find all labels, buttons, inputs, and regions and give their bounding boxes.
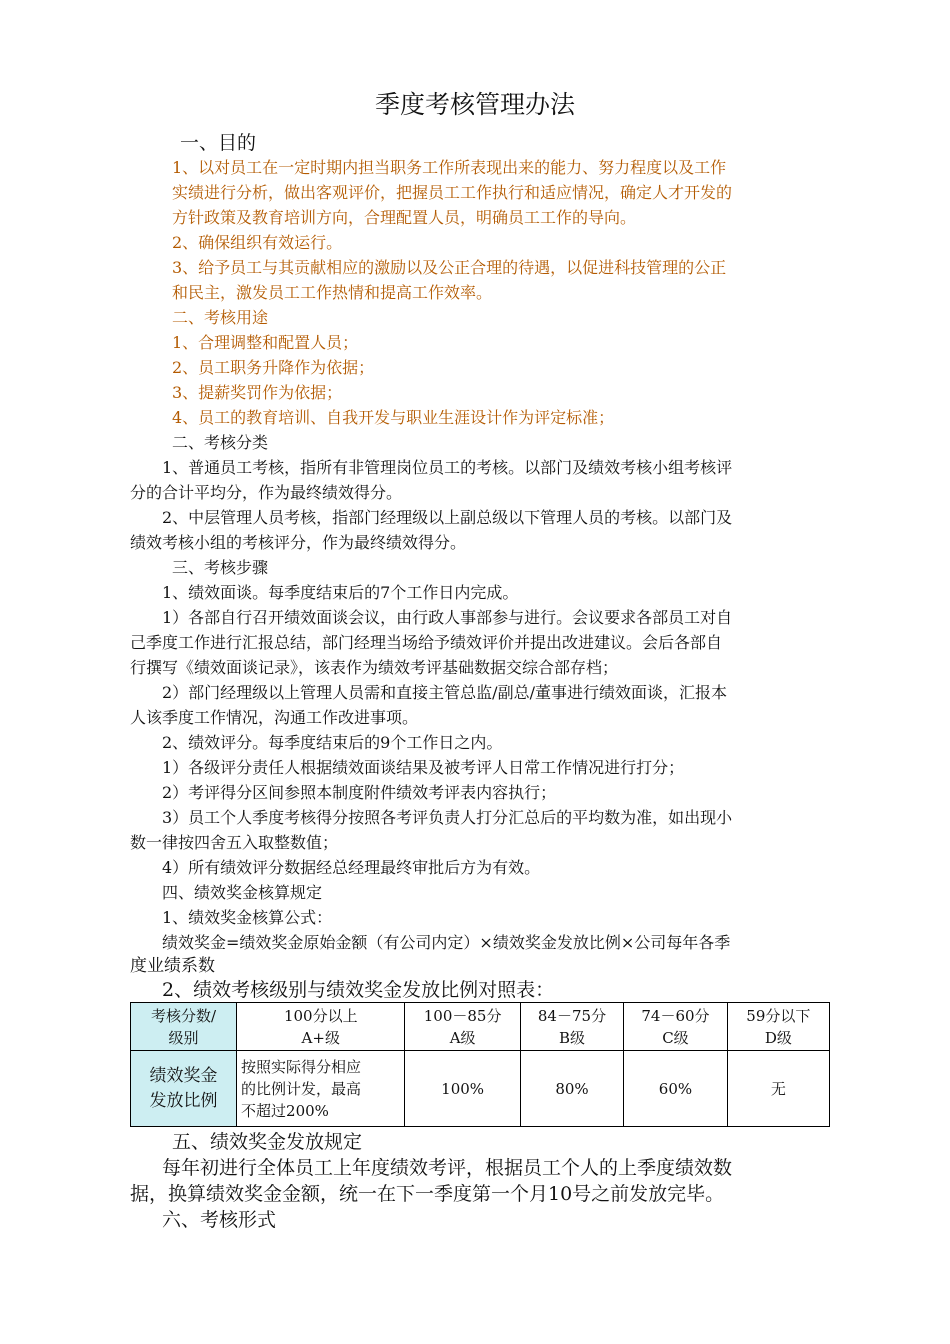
table-caption: 2、绩效考核级别与绩效奖金发放比例对照表：	[162, 979, 555, 1001]
usage-item-3: 3、提薪奖罚作为依据；	[172, 383, 343, 402]
purpose-item-3-line-1: 3、给予员工与其贡献相应的激励以及公正合理的待遇，以促进科技管理的公正	[172, 258, 727, 277]
section-heading-form: 六、考核形式	[162, 1209, 277, 1231]
category-item-2-line-1: 2、中层管理人员考核，指部门经理级以上副总级以下管理人员的考核。以部门及	[162, 508, 733, 527]
usage-item-1: 1、合理调整和配置人员；	[172, 333, 359, 352]
header-d-line-1: 59分以下	[746, 1006, 811, 1025]
aplus-ratio-line-2: 的比例计发，最高	[241, 1079, 362, 1098]
table-cell-aplus-ratio	[237, 1051, 405, 1127]
header-c-line-1: 74－60分	[641, 1006, 710, 1025]
category-item-1-line-2: 分的合计平均分，作为最终绩效得分。	[130, 483, 403, 502]
table-cell-b-ratio: 80%	[520, 1051, 623, 1127]
table-header-cell-c	[624, 1003, 727, 1051]
header-a-line-2: A级	[449, 1028, 476, 1047]
steps-item-2-3-line-2: 数一律按四舍五入取整数值；	[130, 833, 339, 852]
page-title: 季度考核管理办法	[374, 90, 575, 119]
purpose-item-3-line-2: 和民主，激发员工工作热情和提高工作效率。	[172, 283, 493, 302]
steps-item-2-4: 4）所有绩效评分数据经总经理最终审批后方为有效。	[162, 858, 541, 877]
section-heading-bonus-payout: 五、绩效奖金发放规定	[172, 1131, 363, 1153]
table-header-cell-aplus	[237, 1003, 405, 1051]
bonus-formula-line-1: 绩效奖金=绩效奖金原始金额（有公司内定）×绩效奖金发放比例×公司每年各季	[162, 933, 731, 952]
category-item-2-line-2: 绩效考核小组的考核评分，作为最终绩效得分。	[130, 533, 467, 552]
steps-item-1: 1、绩效面谈。每季度结束后的7个工作日内完成。	[162, 583, 519, 602]
header-a-line-1: 100－85分	[423, 1006, 502, 1025]
table-row-label	[131, 1051, 237, 1127]
steps-item-1-2-line-1: 2）部门经理级以上管理人员需和直接主管总监/副总/董事进行绩效面谈，汇报本	[162, 683, 727, 702]
aplus-ratio-line-3: 不超过200%	[241, 1101, 329, 1120]
header-b-line-1: 84－75分	[537, 1006, 607, 1025]
header-b-line-2: B级	[558, 1028, 585, 1047]
header-level-line-2: 级别	[168, 1028, 199, 1047]
bonus-payout-line-2: 据，换算绩效奖金金额，统一在下一季度第一个月10号之前发放完毕。	[130, 1183, 725, 1205]
section-heading-purpose: 一、目的	[180, 132, 257, 154]
header-c-line-2: C级	[662, 1028, 689, 1047]
table-header-cell-d	[727, 1003, 829, 1051]
usage-item-4: 4、员工的教育培训、自我开发与职业生涯设计作为评定标准；	[172, 408, 615, 427]
row-label-line-2: 发放比例	[149, 1090, 218, 1111]
table-header-cell-level	[131, 1003, 237, 1051]
header-aplus-line-1: 100分以上	[283, 1006, 358, 1025]
table-header-cell-a	[405, 1003, 520, 1051]
table-cell-d-ratio: 无	[727, 1051, 829, 1127]
section-heading-usage: 二、考核用途	[172, 308, 269, 327]
section-heading-category: 二、考核分类	[172, 433, 269, 452]
table-cell-a-ratio: 100%	[405, 1051, 520, 1127]
purpose-item-1-line-3: 方针政策及教育培训方向，合理配置人员，明确员工工作的导向。	[172, 208, 637, 227]
table-cell-c-ratio: 60%	[624, 1051, 727, 1127]
bonus-payout-line-1: 每年初进行全体员工上年度绩效考评，根据员工个人的上季度绩效数	[162, 1157, 733, 1179]
table-data-row	[131, 1051, 830, 1127]
steps-item-1-1-line-1: 1）各部自行召开绩效面谈会议，由行政人事部参与进行。会议要求各部员工对自	[162, 608, 733, 627]
category-item-1-line-1: 1、普通员工考核，指所有非管理岗位员工的考核。以部门及绩效考核小组考核评	[162, 458, 733, 477]
section-heading-steps: 三、考核步骤	[172, 558, 269, 577]
purpose-item-1-line-1: 1、以对员工在一定时期内担当职务工作所表现出来的能力、努力程度以及工作	[172, 158, 727, 177]
bonus-formula-heading: 1、绩效奖金核算公式：	[162, 908, 333, 927]
steps-item-2: 2、绩效评分。每季度结束后的9个工作日之内。	[162, 733, 503, 752]
section-heading-bonus-calc: 四、绩效奖金核算规定	[162, 883, 323, 902]
steps-item-1-2-line-2: 人该季度工作情况，沟通工作改进事项。	[130, 708, 419, 727]
header-aplus-line-2: A+级	[301, 1028, 340, 1047]
bonus-formula-line-2: 度业绩系数	[130, 956, 215, 976]
table-header-row	[131, 1003, 830, 1051]
steps-item-2-2: 2）考评得分区间参照本制度附件绩效考评表内容执行；	[162, 783, 557, 802]
aplus-ratio-line-1: 按照实际得分相应	[241, 1057, 362, 1076]
steps-item-1-1-line-2: 己季度工作进行汇报总结，部门经理当场给予绩效评价并提出改进建议。会后各部自	[130, 633, 723, 652]
header-level-line-1: 考核分数/	[150, 1006, 217, 1025]
purpose-item-1-line-2: 实绩进行分析，做出客观评价，把握员工工作执行和适应情况，确定人才开发的	[172, 183, 733, 202]
steps-item-1-1-line-3: 行撰写《绩效面谈记录》，该表作为绩效考评基础数据交综合部存档；	[130, 658, 619, 677]
usage-item-2: 2、员工职务升降作为依据；	[172, 358, 375, 377]
header-d-line-2: D级	[764, 1028, 792, 1047]
bonus-ratio-table	[130, 1002, 830, 1127]
table-header-cell-b	[520, 1003, 623, 1051]
steps-item-2-3-line-1: 3）员工个人季度考核得分按照各考评负责人打分汇总后的平均数为准，如出现小	[162, 808, 733, 827]
purpose-item-2: 2、确保组织有效运行。	[172, 233, 343, 252]
row-label-line-1: 绩效奖金	[149, 1065, 218, 1086]
steps-item-2-1: 1）各级评分责任人根据绩效面谈结果及被考评人日常工作情况进行打分；	[162, 758, 685, 777]
